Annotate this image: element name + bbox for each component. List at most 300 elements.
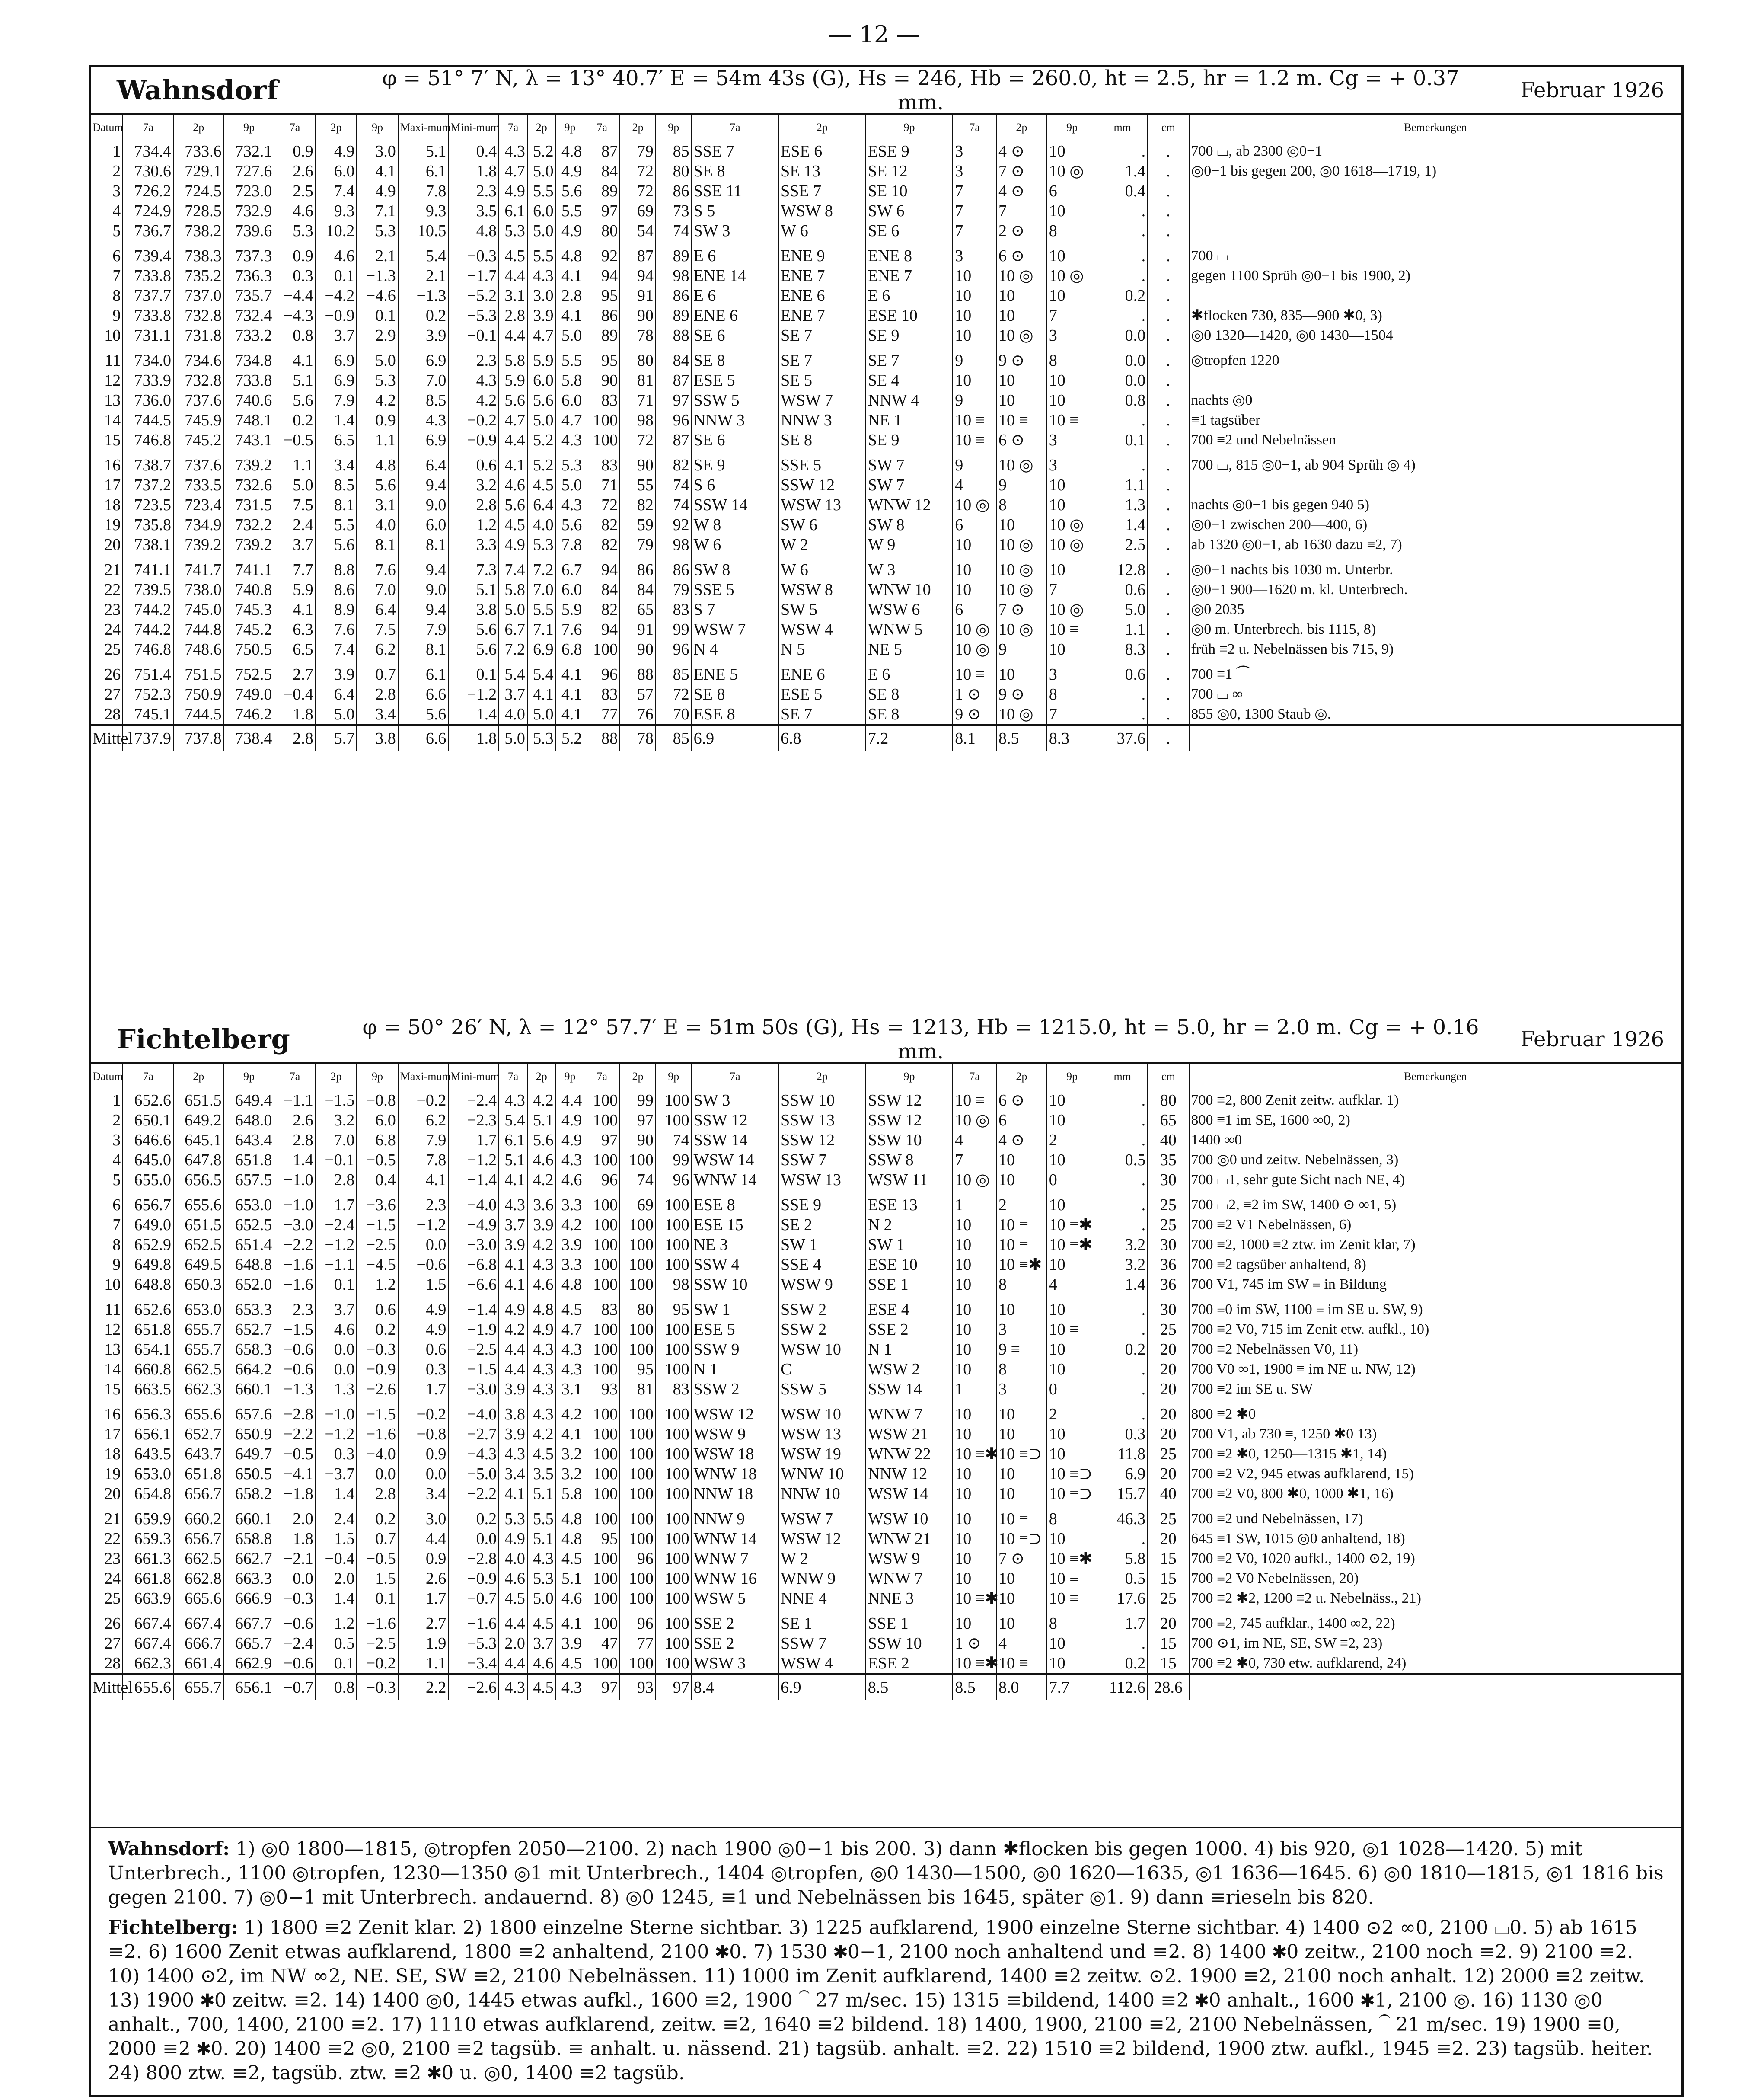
table-cell: 643.7 bbox=[173, 1444, 224, 1464]
table-cell: 4.4 bbox=[556, 1090, 584, 1110]
table-row bbox=[91, 1569, 1681, 1589]
table-cell: 90 bbox=[620, 639, 656, 659]
table-cell: WNW 21 bbox=[866, 1529, 953, 1549]
table-cell: 10 ◎ bbox=[953, 620, 996, 639]
table-cell: . bbox=[1097, 1399, 1148, 1424]
remark-cell: 700 ≡2 im SE u. SW bbox=[1189, 1379, 1681, 1399]
table-cell: E 6 bbox=[866, 286, 953, 306]
table-cell: 656.3 bbox=[123, 1399, 173, 1424]
table-cell: 90 bbox=[620, 1130, 656, 1150]
table-cell: 661.3 bbox=[123, 1549, 173, 1569]
table-cell: SE 1 bbox=[778, 1608, 866, 1633]
table-cell: SSE 9 bbox=[778, 1190, 866, 1215]
table-cell: 5.8 bbox=[1097, 1549, 1148, 1569]
table-cell: 10 bbox=[996, 1295, 1047, 1320]
table-cell: −1.6 bbox=[274, 1275, 315, 1295]
table-cell: 83 bbox=[656, 600, 692, 620]
table-cell: 6.2 bbox=[398, 1110, 449, 1130]
table-cell: 3.2 bbox=[1097, 1255, 1148, 1275]
table-cell: 10 ≡⊃ bbox=[996, 1444, 1047, 1464]
table-cell: −5.3 bbox=[448, 1633, 499, 1653]
table-cell: 100 bbox=[620, 1150, 656, 1170]
table-cell: 10 ◎ bbox=[953, 639, 996, 659]
table-cell: 100 bbox=[656, 1090, 692, 1110]
table-cell: 93 bbox=[584, 1379, 620, 1399]
table-cell: 9.4 bbox=[398, 475, 449, 495]
table-cell: 2.3 bbox=[448, 345, 499, 371]
remark-cell: nachts ◎0 bbox=[1189, 390, 1681, 410]
table-row bbox=[91, 555, 1681, 580]
table-cell: 3.9 bbox=[499, 1424, 527, 1444]
table-cell: SSW 7 bbox=[778, 1633, 866, 1653]
table-cell: 7.4 bbox=[316, 181, 357, 201]
table-cell: −5.2 bbox=[448, 286, 499, 306]
mittel-cell: 8.5 bbox=[866, 1674, 953, 1701]
table-cell: 100 bbox=[620, 1424, 656, 1444]
table-cell: 5.2 bbox=[527, 430, 556, 450]
mittel-cell: −0.3 bbox=[357, 1674, 398, 1701]
table-cell: 10 bbox=[996, 1150, 1047, 1170]
table-cell: 69 bbox=[620, 1190, 656, 1215]
column-header: 9p bbox=[1047, 1064, 1097, 1090]
table-cell: 10 ◎ bbox=[1047, 266, 1097, 286]
mittel-cell: 2.2 bbox=[398, 1674, 449, 1701]
station-coords: φ = 50° 26′ N, λ = 12° 57.7′ E = 51m 50s (G), Hs = 1213, Hb = 1215.0, ht = 5.0, hr = 2.0 m. Cg = + 0.16 mm. bbox=[362, 1015, 1479, 1064]
table-cell: 98 bbox=[620, 410, 656, 430]
table-cell: . bbox=[1148, 620, 1189, 639]
remark-cell bbox=[1189, 1674, 1681, 1701]
table-cell: 100 bbox=[584, 1339, 620, 1359]
table-cell: 7.6 bbox=[316, 620, 357, 639]
table-cell: 4.5 bbox=[499, 241, 527, 266]
table-cell: 10 ≡✱ bbox=[1047, 1235, 1097, 1255]
table-cell: 8.3 bbox=[1097, 639, 1148, 659]
table-cell: 1.2 bbox=[357, 1275, 398, 1295]
table-cell: 2.8 bbox=[357, 684, 398, 704]
table-cell: WSW 12 bbox=[778, 1529, 866, 1549]
table-cell: S 7 bbox=[692, 600, 779, 620]
table-cell: WNW 7 bbox=[866, 1399, 953, 1424]
table-cell: 7.8 bbox=[398, 181, 449, 201]
table-cell: 4.9 bbox=[499, 1529, 527, 1549]
table-cell: 4.3 bbox=[556, 495, 584, 515]
table-cell: 83 bbox=[584, 390, 620, 410]
table-cell: ENE 5 bbox=[692, 659, 779, 684]
mittel-cell: 88 bbox=[584, 725, 620, 752]
table-cell: 4.1 bbox=[556, 266, 584, 286]
table-cell: 8.1 bbox=[316, 495, 357, 515]
table-cell: 6.4 bbox=[357, 600, 398, 620]
table-cell: 25 bbox=[104, 640, 121, 658]
table-cell: 1.4 bbox=[316, 1589, 357, 1608]
table-cell: −0.5 bbox=[357, 1549, 398, 1569]
footnotes-fichtelberg: Fichtelberg: 1) 1800 ≡2 Zenit klar. 2) 1800 einzelne Sterne sichtbar. 3) 1225 aufklarend, 1900 einzelne Sterne sichtbar. 4) 1400 ⊙2 ∞0, 2100 ⌴0. 5) ab 1615 ≡2. 6) 1600 Zenit etwas aufklarend, 1800 ≡2 anhaltend, 2100 ✱0. 7) 1530 ✱0−1, 2100 noch anhaltend und ≡2. 8) 1400 ✱0 zeitw., 2100 noch ≡2. 9) 2100 ≡2. 10) 1400 ⊙2, im NW ∞2, NE. SE, SW ≡2, 2100 Nebelnässen. 11) 1000 im Zenit aufklarend, 1400 ≡2 zeitw. ⊙2. 1900 ≡2, 2100 noch anhalt. 12) 2000 ≡2 zeitw. 13) 1900 ✱0 zeitw. ≡2. 14) 1400 ◎0, 1445 etwas aufkl., 1600 ≡2, 1900 ⏜ 27 m/sec. 15) 1315 ≡bildend, 1400 ≡2 ✱0 anhalt., 1600 ✱1, 2100 ◎. 16) 1130 ◎0 anhalt., 700, 1400, 2100 ≡2. 17) 1110 etwas aufklarend, zeitw. ≡2, 1640 ≡2 bildend. 18) 1400, 1900, 2100 ≡2, 2100 Nebelnässen, ⏜ 21 m/sec. 19) 1900 ≡0, 2000 ≡2 ✱0. 20) 1400 ≡2 ◎0, 2100 ≡2 tagsüb. ≡ anhalt. u. nässend. 21) tagsüb. anhalt. ≡2. 22) 1510 ≡2 bildend, 1900 ztw. aufkl., 1945 ≡2. 23) tagsüb. heiter. 24) 800 ztw. ≡2, tagsüb. ztw. ≡2 ✱0 u. ◎0, 1400 ≡2 tagsüb. bbox=[108, 1917, 1653, 2084]
table-cell: 4.2 bbox=[448, 390, 499, 410]
table-row bbox=[91, 1608, 1681, 1633]
table-cell: 652.7 bbox=[173, 1424, 224, 1444]
table-cell: 25 bbox=[1148, 1504, 1189, 1529]
table-cell: . bbox=[1148, 515, 1189, 535]
table-cell: 6.3 bbox=[274, 620, 315, 639]
table-cell: 6.0 bbox=[527, 201, 556, 221]
column-header: Bemerkungen bbox=[1189, 115, 1681, 141]
table-cell: 10 ≡ bbox=[953, 659, 996, 684]
table-cell: 4.0 bbox=[499, 1549, 527, 1569]
table-cell: 4.9 bbox=[499, 535, 527, 555]
table-cell: 15 bbox=[1148, 1633, 1189, 1653]
column-header: 9p bbox=[656, 1064, 692, 1090]
table-cell: 100 bbox=[656, 1549, 692, 1569]
table-cell: −2.8 bbox=[274, 1399, 315, 1424]
table-cell: SE 4 bbox=[866, 371, 953, 390]
table-cell: 655.7 bbox=[173, 1339, 224, 1359]
table-cell: −0.1 bbox=[448, 326, 499, 345]
table-cell: 4.6 bbox=[499, 1569, 527, 1589]
table-row bbox=[91, 1235, 1681, 1255]
table-cell: 15 bbox=[104, 431, 121, 449]
table-cell: −1.6 bbox=[357, 1424, 398, 1444]
table-cell: 5.0 bbox=[274, 475, 315, 495]
table-cell: 4.1 bbox=[556, 1424, 584, 1444]
column-header: 2p bbox=[996, 1064, 1047, 1090]
table-cell: −2.5 bbox=[448, 1339, 499, 1359]
table-cell: 10 bbox=[1047, 555, 1097, 580]
table-cell: 0.7 bbox=[357, 659, 398, 684]
table-cell: 89 bbox=[656, 306, 692, 326]
table-cell: 4.9 bbox=[357, 181, 398, 201]
station-table-wahnsdorf bbox=[91, 115, 1681, 751]
column-header: Mini-mum bbox=[448, 1064, 499, 1090]
table-cell: 14 bbox=[104, 1360, 121, 1378]
table-cell: −2.4 bbox=[448, 1090, 499, 1110]
mittel-cell: 656.1 bbox=[224, 1674, 274, 1701]
table-row bbox=[91, 241, 1681, 266]
table-cell: 9.4 bbox=[398, 555, 449, 580]
table-cell: 6 bbox=[1047, 181, 1097, 201]
table-cell: 0.1 bbox=[357, 306, 398, 326]
table-cell: . bbox=[1148, 326, 1189, 345]
table-cell: 9 bbox=[953, 345, 996, 371]
mittel-cell: 5.7 bbox=[316, 725, 357, 752]
table-cell: 7.5 bbox=[357, 620, 398, 639]
table-cell: WSW 6 bbox=[866, 600, 953, 620]
table-cell: 655.7 bbox=[173, 1320, 224, 1339]
table-cell: 9 bbox=[953, 390, 996, 410]
table-cell: 1.4 bbox=[316, 1484, 357, 1504]
table-cell: 2.1 bbox=[357, 241, 398, 266]
table-cell: 3.2 bbox=[316, 1110, 357, 1130]
table-cell: 3.6 bbox=[527, 1190, 556, 1215]
mittel-cell: 8.4 bbox=[692, 1674, 779, 1701]
table-cell: 1.7 bbox=[398, 1589, 449, 1608]
table-cell: SW 6 bbox=[866, 201, 953, 221]
table-cell: 4.9 bbox=[556, 221, 584, 241]
table-cell: 3.7 bbox=[274, 535, 315, 555]
table-cell: 84 bbox=[656, 345, 692, 371]
table-cell: 100 bbox=[584, 1399, 620, 1424]
table-cell: 18 bbox=[104, 496, 121, 514]
table-cell: 6.1 bbox=[499, 1130, 527, 1150]
table-cell: NNE 3 bbox=[866, 1589, 953, 1608]
table-cell: 5.3 bbox=[357, 371, 398, 390]
table-cell: 3 bbox=[1047, 430, 1097, 450]
table-cell: 10 bbox=[1047, 1444, 1097, 1464]
table-cell: 0.9 bbox=[357, 410, 398, 430]
table-cell: 74 bbox=[656, 475, 692, 495]
table-cell: 650.1 bbox=[123, 1110, 173, 1130]
table-cell: 8.5 bbox=[316, 475, 357, 495]
table-cell: 4.2 bbox=[499, 1320, 527, 1339]
table-cell: 10 ◎ bbox=[1047, 535, 1097, 555]
table-cell: 2.5 bbox=[1097, 535, 1148, 555]
table-cell: −1.2 bbox=[448, 684, 499, 704]
column-header: 7a bbox=[953, 115, 996, 141]
table-cell: 4.9 bbox=[556, 1130, 584, 1150]
table-cell: 664.2 bbox=[224, 1359, 274, 1379]
table-cell: 4.1 bbox=[556, 684, 584, 704]
table-cell: 744.2 bbox=[123, 600, 173, 620]
table-cell: 10 bbox=[996, 1569, 1047, 1589]
table-cell: 94 bbox=[584, 266, 620, 286]
remark-cell: 700 ⌴1, sehr gute Sicht nach NE, 4) bbox=[1189, 1170, 1681, 1190]
table-cell: SSW 5 bbox=[692, 390, 779, 410]
column-header: 2p bbox=[778, 115, 866, 141]
table-cell: 6 ⊙ bbox=[996, 430, 1047, 450]
table-cell: 17 bbox=[104, 476, 121, 494]
table-cell: 1.4 bbox=[274, 1150, 315, 1170]
table-row bbox=[91, 141, 1681, 161]
mittel-cell: 6.9 bbox=[778, 1674, 866, 1701]
table-cell: 96 bbox=[620, 1608, 656, 1633]
table-cell: 17 bbox=[104, 1425, 121, 1443]
remark-cell: 700 ⊙1, im NE, SE, SW ≡2, 23) bbox=[1189, 1633, 1681, 1653]
table-cell: 96 bbox=[584, 1170, 620, 1190]
table-cell: 0.3 bbox=[1097, 1424, 1148, 1444]
table-cell: 4.9 bbox=[527, 1320, 556, 1339]
column-header: 9p bbox=[866, 115, 953, 141]
table-cell: . bbox=[1148, 555, 1189, 580]
table-cell: 28 bbox=[104, 1654, 121, 1672]
table-cell: 10 bbox=[1047, 390, 1097, 410]
table-cell: 0.3 bbox=[274, 266, 315, 286]
table-cell: 6.9 bbox=[316, 371, 357, 390]
table-cell: 651.4 bbox=[224, 1235, 274, 1255]
table-cell: 3.4 bbox=[357, 704, 398, 725]
table-cell: ENE 6 bbox=[692, 306, 779, 326]
table-cell: WNW 12 bbox=[866, 495, 953, 515]
table-cell: 84 bbox=[584, 580, 620, 600]
table-cell: SSW 2 bbox=[692, 1379, 779, 1399]
table-cell: 10 bbox=[953, 306, 996, 326]
table-cell: 80 bbox=[620, 1295, 656, 1320]
table-cell: . bbox=[1148, 306, 1189, 326]
remark-cell: 1400 ∞0 bbox=[1189, 1130, 1681, 1150]
table-cell: 667.4 bbox=[123, 1633, 173, 1653]
table-cell: 4.3 bbox=[499, 1190, 527, 1215]
remark-cell bbox=[1189, 371, 1681, 390]
column-header: 2p bbox=[316, 1064, 357, 1090]
remark-cell: 700 ⌴, ab 2300 ◎0−1 bbox=[1189, 141, 1681, 161]
table-cell: 12 bbox=[104, 371, 121, 390]
table-cell: C bbox=[778, 1359, 866, 1379]
table-cell: 4.2 bbox=[556, 1399, 584, 1424]
column-header: mm bbox=[1097, 115, 1148, 141]
table-cell: WSW 13 bbox=[778, 1170, 866, 1190]
table-cell: 3 bbox=[1047, 326, 1097, 345]
column-header: 7a bbox=[692, 1064, 779, 1090]
column-header: Mini-mum bbox=[448, 115, 499, 141]
table-cell: −2.7 bbox=[448, 1424, 499, 1444]
table-cell: 4.3 bbox=[499, 1090, 527, 1110]
remark-cell bbox=[1189, 286, 1681, 306]
table-cell: 3.9 bbox=[499, 1379, 527, 1399]
table-cell: W 6 bbox=[778, 221, 866, 241]
table-cell: 6 bbox=[953, 515, 996, 535]
table-cell: WSW 10 bbox=[778, 1339, 866, 1359]
table-cell: 736.3 bbox=[224, 266, 274, 286]
table-row bbox=[91, 326, 1681, 345]
table-cell: 30 bbox=[1148, 1235, 1189, 1255]
table-cell: 4.8 bbox=[556, 1275, 584, 1295]
column-header: 7a bbox=[692, 115, 779, 141]
table-cell: 5.6 bbox=[527, 390, 556, 410]
table-cell: 4.3 bbox=[527, 1339, 556, 1359]
table-cell: 22 bbox=[104, 581, 121, 599]
table-cell: 10 bbox=[953, 326, 996, 345]
table-cell: WSW 13 bbox=[778, 495, 866, 515]
mittel-cell: 5.3 bbox=[527, 725, 556, 752]
table-cell: 0.8 bbox=[1097, 390, 1148, 410]
table-cell: 4.9 bbox=[398, 1295, 449, 1320]
table-cell: 10 ≡ bbox=[953, 430, 996, 450]
table-cell: 3.9 bbox=[556, 1235, 584, 1255]
table-cell: . bbox=[1097, 450, 1148, 475]
table-cell: 6.0 bbox=[556, 390, 584, 410]
table-cell: −4.0 bbox=[448, 1190, 499, 1215]
table-cell: 24 bbox=[104, 1569, 121, 1588]
table-cell: 0.9 bbox=[274, 141, 315, 161]
remark-cell: 700 V1, 745 im SW ≡ in Bildung bbox=[1189, 1275, 1681, 1295]
table-cell: 4.3 bbox=[448, 371, 499, 390]
table-cell: 69 bbox=[620, 201, 656, 221]
table-cell: 645.1 bbox=[173, 1130, 224, 1150]
table-cell: 2.8 bbox=[274, 1130, 315, 1150]
table-cell: 0.4 bbox=[448, 141, 499, 161]
table-cell: −3.0 bbox=[274, 1215, 315, 1235]
table-cell: SSW 9 bbox=[692, 1339, 779, 1359]
table-cell: SE 6 bbox=[692, 326, 779, 345]
table-cell: 2.5 bbox=[274, 181, 315, 201]
table-cell: 10 ≡ bbox=[1047, 620, 1097, 639]
table-row bbox=[91, 1424, 1681, 1444]
table-cell: 667.4 bbox=[173, 1608, 224, 1633]
table-cell: −0.9 bbox=[316, 306, 357, 326]
table-cell: 653.3 bbox=[224, 1295, 274, 1320]
table-cell: 10 bbox=[1047, 475, 1097, 495]
table-cell: 90 bbox=[620, 306, 656, 326]
table-cell: 40 bbox=[1148, 1130, 1189, 1150]
table-cell: 23 bbox=[104, 601, 121, 619]
table-cell: 10 bbox=[953, 371, 996, 390]
table-cell: ESE 6 bbox=[778, 141, 866, 161]
table-cell: 10 ≡ bbox=[996, 1235, 1047, 1255]
table-cell: 5.1 bbox=[527, 1484, 556, 1504]
table-cell: 6.0 bbox=[556, 580, 584, 600]
mittel-cell: 737.9 bbox=[123, 725, 173, 752]
table-cell: 1.5 bbox=[398, 1275, 449, 1295]
table-cell: 7.2 bbox=[499, 639, 527, 659]
mittel-cell: 97 bbox=[584, 1674, 620, 1701]
table-cell: 5.4 bbox=[398, 241, 449, 266]
remark-cell: 700 ◎0 und zeitw. Nebelnässen, 3) bbox=[1189, 1150, 1681, 1170]
mittel-cell: 6.9 bbox=[692, 725, 779, 752]
table-cell: 652.5 bbox=[224, 1215, 274, 1235]
remark-cell bbox=[1189, 475, 1681, 495]
table-cell: W 8 bbox=[692, 515, 779, 535]
table-cell: 10 ≡ bbox=[996, 1504, 1047, 1529]
remark-cell: 700 ≡2 und Nebelnässen bbox=[1189, 430, 1681, 450]
table-cell: 4.7 bbox=[556, 1320, 584, 1339]
table-cell: 10 bbox=[953, 555, 996, 580]
table-cell: 4.8 bbox=[527, 1295, 556, 1320]
table-cell: . bbox=[1097, 704, 1148, 725]
table-cell: −4.1 bbox=[274, 1464, 315, 1484]
table-cell: 654.1 bbox=[123, 1339, 173, 1359]
table-cell: 648.8 bbox=[123, 1275, 173, 1295]
table-cell: −1.4 bbox=[448, 1170, 499, 1190]
table-cell: 10 bbox=[1047, 639, 1097, 659]
table-cell: 3 bbox=[953, 141, 996, 161]
table-cell: 10 bbox=[1047, 1529, 1097, 1549]
table-cell: WSW 5 bbox=[692, 1589, 779, 1608]
table-cell: 10 bbox=[1047, 495, 1097, 515]
table-cell: 10 bbox=[953, 286, 996, 306]
table-cell: 5.5 bbox=[527, 1504, 556, 1529]
table-cell: 7 ⊙ bbox=[996, 161, 1047, 181]
table-cell: 6 ⊙ bbox=[996, 241, 1047, 266]
table-cell: . bbox=[1148, 430, 1189, 450]
table-cell: SSW 10 bbox=[778, 1090, 866, 1110]
table-cell: 667.7 bbox=[224, 1608, 274, 1633]
remark-cell: 855 ◎0, 1300 Staub ◎. bbox=[1189, 704, 1681, 725]
table-cell: WNW 14 bbox=[692, 1170, 779, 1190]
table-cell: 28 bbox=[104, 705, 121, 723]
table-cell: 20 bbox=[1148, 1608, 1189, 1633]
table-cell: −4.9 bbox=[448, 1215, 499, 1235]
table-cell: WSW 4 bbox=[778, 1653, 866, 1674]
table-cell: WSW 8 bbox=[778, 580, 866, 600]
table-cell: E 6 bbox=[692, 241, 779, 266]
table-cell: −0.5 bbox=[357, 1150, 398, 1170]
table-cell: 0.2 bbox=[357, 1504, 398, 1529]
table-cell: WSW 14 bbox=[692, 1150, 779, 1170]
table-cell: ESE 5 bbox=[692, 371, 779, 390]
table-cell: 4.3 bbox=[527, 1549, 556, 1569]
table-cell: −1.0 bbox=[274, 1190, 315, 1215]
mittel-row bbox=[91, 1674, 1681, 1701]
table-cell: WNW 7 bbox=[692, 1549, 779, 1569]
table-cell: 656.7 bbox=[173, 1529, 224, 1549]
table-cell: 737.6 bbox=[173, 450, 224, 475]
table-cell: 8 bbox=[996, 495, 1047, 515]
table-cell: 5.8 bbox=[556, 371, 584, 390]
table-cell: 84 bbox=[584, 161, 620, 181]
table-cell: −0.3 bbox=[357, 1339, 398, 1359]
table-cell: 733.6 bbox=[173, 141, 224, 161]
table-cell: 4.2 bbox=[527, 1170, 556, 1190]
table-cell: 36 bbox=[1148, 1255, 1189, 1275]
table-cell: ESE 9 bbox=[866, 141, 953, 161]
